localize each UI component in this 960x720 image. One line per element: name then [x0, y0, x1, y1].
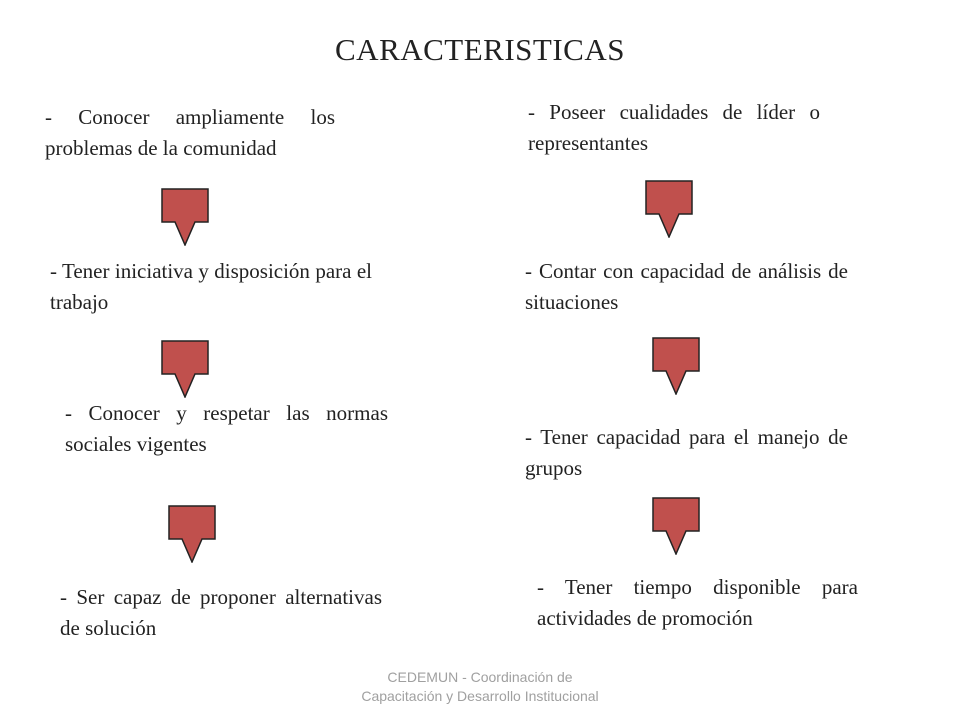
- slide-title: CARACTERISTICAS: [335, 32, 625, 67]
- footer-credit: [0, 668, 960, 706]
- left-item-1: - Conocer ampliamente los problemas de la comunidad: [45, 105, 335, 160]
- footer-line-2: Capacitación y Desarrollo Institucional: [361, 688, 599, 704]
- left-item-3: - Conocer y respetar las normas sociales vigentes: [65, 401, 388, 456]
- footer-line-1: CEDEMUN - Coordinación de: [387, 669, 573, 685]
- down-arrow-icon: [652, 337, 700, 395]
- left-item-4: - Ser capaz de proponer alternativas de solución: [60, 585, 382, 640]
- down-arrow-icon: [161, 340, 209, 398]
- right-item-3: - Tener capacidad para el manejo de grupos: [525, 425, 848, 480]
- down-arrow-icon: [168, 505, 216, 563]
- right-item-1: - Poseer cualidades de líder o representantes: [528, 100, 820, 155]
- left-item-2: - Tener iniciativa y disposición para el trabajo: [50, 259, 372, 314]
- down-arrow-icon: [161, 188, 209, 246]
- down-arrow-icon: [652, 497, 700, 555]
- down-arrow-icon: [645, 180, 693, 238]
- right-item-2: - Contar con capacidad de análisis de situaciones: [525, 259, 848, 314]
- right-item-4: - Tener tiempo disponible para actividades de promoción: [537, 575, 858, 630]
